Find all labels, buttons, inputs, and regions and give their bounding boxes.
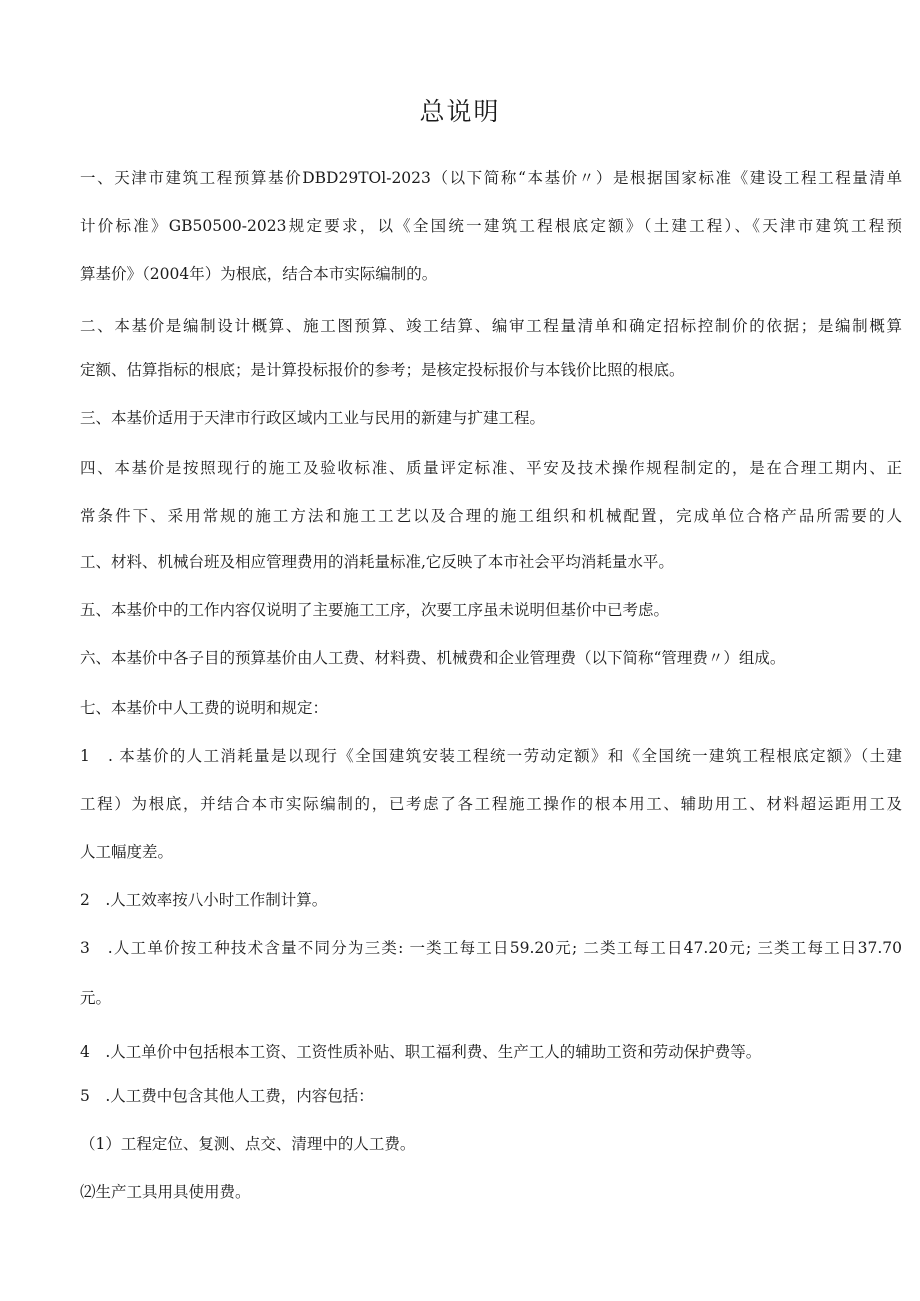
- paragraph-line: 五、本基价中的工作内容仅说明了主要施工工序，次要工序虽未说明但基价中已考虑。: [80, 601, 670, 619]
- paragraph-line: 2 .人工效率按八小时工作制计算。: [80, 891, 328, 909]
- paragraph-line: 算基价》（2004年）为根底，结合本市实际编制的。: [80, 265, 438, 283]
- paragraph-line: 4 .人工单价中包括根本工资、工资性质补贴、职工福利费、生产工人的辅助工资和劳动保护费等。: [80, 1043, 762, 1061]
- paragraph-line: 人工幅度差。: [80, 843, 174, 861]
- paragraph-line: 定额、估算指标的根底；是计算投标报价的参考；是核定投标报价与本钱价比照的根底。: [80, 361, 685, 379]
- paragraph-line: 六、本基价中各子目的预算基价由人工费、材料费、机械费和企业管理费（以下简称“管理费〃）组成。: [80, 649, 786, 667]
- paragraph-line: 常条件下、采用常规的施工方法和施工工艺以及合理的施工组织和机械配置，完成单位合格产品所需要的人: [80, 507, 902, 525]
- paragraph-line: 元。: [80, 989, 112, 1007]
- paragraph-line: 工、材料、机械台班及相应管理费用的消耗量标准,它反映了本市社会平均消耗量水平。: [80, 553, 674, 571]
- paragraph-line: 5 .人工费中包含其他人工费，内容包括：: [80, 1087, 374, 1105]
- page-title: 总说明: [419, 97, 501, 126]
- paragraph-line: 二、本基价是编制设计概算、施工图预算、竣工结算、编审工程量清单和确定招标控制价的依据；是编制概算: [80, 317, 902, 335]
- paragraph-line: 1 . 本基价的人工消耗量是以现行《全国建筑安装工程统一劳动定额》和《全国统一建筑工程根底定额》（土建: [80, 747, 902, 765]
- paragraph-line: 三、本基价适用于天津市行政区域内工业与民用的新建与扩建工程。: [80, 409, 546, 427]
- paragraph-line: 3 .人工单价按工种技术含量不同分为三类: 一类工每工日59.20元; 二类工每工日47.20元; 三类工每工日37.70: [80, 939, 902, 957]
- paragraph-line: 计价标准》GB50500-2023规定要求，以《全国统一建筑工程根底定额》（土建工程）、《天津市建筑工程预: [80, 217, 902, 235]
- paragraph-line: 四、本基价是按照现行的施工及验收标准、质量评定标准、平安及技术操作规程制定的，是在合理工期内、正: [80, 459, 902, 477]
- paragraph-line: 工程）为根底，并结合本市实际编制的，已考虑了各工程施工操作的根本用工、辅助用工、材料超运距用工及: [80, 795, 902, 813]
- paragraph-line: 七、本基价中人工费的说明和规定：: [80, 699, 329, 717]
- paragraph-line: ⑵生产工具用具使用费。: [80, 1183, 251, 1201]
- paragraph-line: 一、天津市建筑工程预算基价DBD29TOl-2023（以下简称“本基价〃）是根据国家标准《建设工程工程量清单: [80, 169, 902, 187]
- paragraph-line: （1）工程定位、复测、点交、清理中的人工费。: [80, 1135, 416, 1153]
